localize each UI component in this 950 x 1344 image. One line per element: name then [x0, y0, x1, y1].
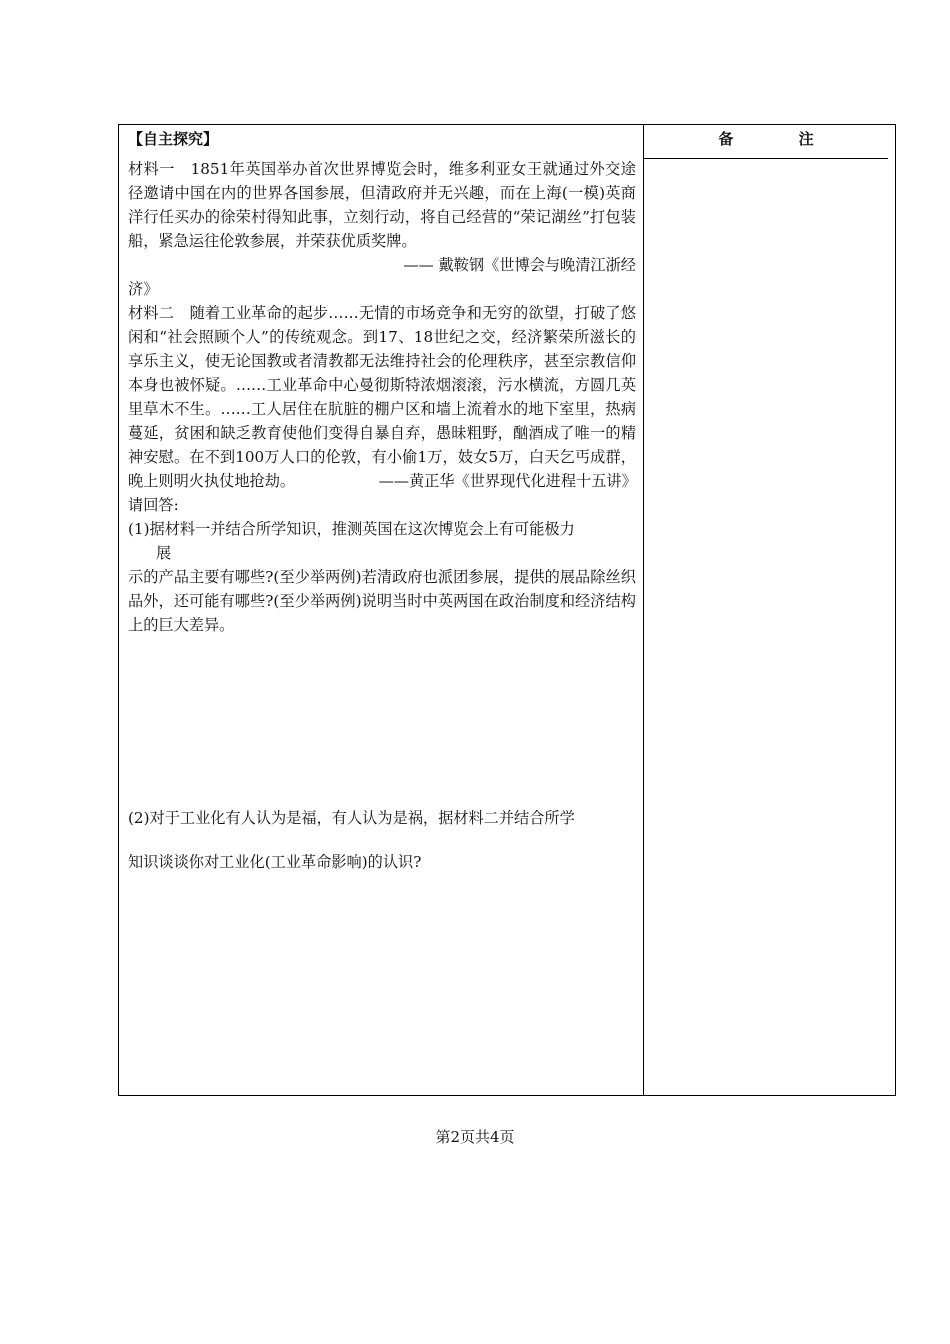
question-two-line2: 知识谈谈你对工业化(工业革命影响)的认识? [128, 853, 422, 871]
material-one-text: 材料一 1851年英国举办首次世界博览会时，维多利亚女王就通过外交途径邀请中国在内的世界各国参展，但清政府并无兴趣，而在上海(一模)英商洋行任买办的徐荣村得知此事，立刻行动，将自己经营的“荣记湖丝”打包装船，紧急运往伦敦参展，并荣获优质奖牌。 [128, 160, 636, 250]
material-one-source: —— 戴鞍钢《世博会与晚清江浙经 [403, 256, 636, 274]
material-one-source-cont: 济》 [128, 280, 159, 298]
answer-prompt: 请回答: [128, 496, 179, 514]
column-divider [643, 124, 644, 1096]
question-two-line1: (2)对于工业化有人认为是福，有人认为是祸，据材料二并结合所学 [128, 809, 575, 827]
material-two-text: 材料二 随着工业革命的起步……无情的市场竞争和无穷的欲望，打破了悠闲和“社会照顾个人”的传统观念。到17、18世纪之交，经济繁荣所滋长的享乐主义，使无论国教或者清教都无法维持社会的伦理秩序，甚至宗教信仰本身也被怀疑。……工业革命中心曼彻斯特浓烟滚滚，污水横流，方圆几英里草木不生。……工人居住在肮脏的棚户区和墙上流着水的地下室里，热病蔓延，贫困和缺乏教育使他们变得自暴自弃，愚昧粗野，酗酒成了唯一的精神安慰。在不到100万人口的伦敦，有小偷1万，妓女5万，白天乞丐成群，晚上则明火执仗地抢劫。 ——黄正华《世界现代化进程十五讲》 [128, 304, 637, 490]
question-one-line2: 展 [156, 544, 172, 562]
notes-column-header: 备 注 [718, 130, 844, 148]
section-title: 【自主探究】 [128, 130, 219, 148]
main-content [128, 157, 636, 637]
page-number: 第2页共4页 [435, 1128, 515, 1146]
notes-header-underline [644, 158, 888, 159]
question-one-line1: (1)据材料一并结合所学知识，推测英国在这次博览会上有可能极力 [128, 520, 575, 538]
question-one-rest: 示的产品主要有哪些?(至少举两例)若清政府也派团参展，提供的展品除丝织品外，还可能有哪些?(至少举两例)说明当时中英两国在政治制度和经济结构上的巨大差异。 [128, 568, 636, 634]
